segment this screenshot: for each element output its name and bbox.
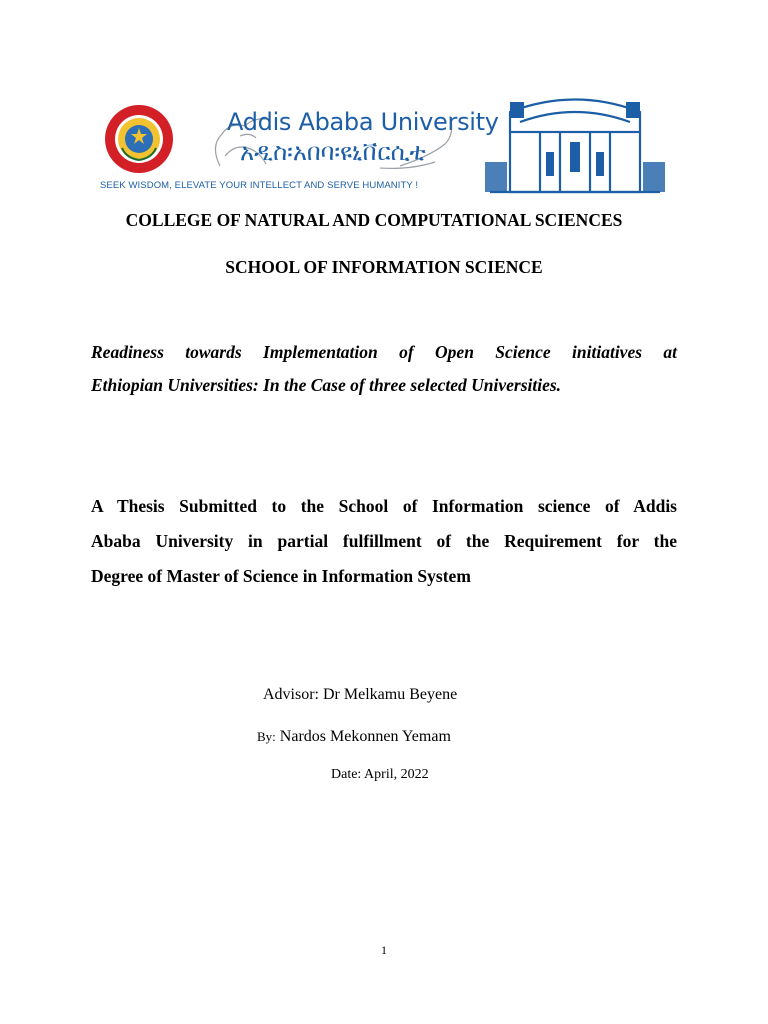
college-name: COLLEGE OF NATURAL AND COMPUTATIONAL SCIENCES: [125, 210, 623, 230]
thesis-statement: [91, 489, 677, 594]
university-name-amharic: አዲስ፡አበባ፡ዩኒቨርሲቲ: [240, 138, 426, 166]
author-name: Nardos Mekonnen Yemam: [279, 728, 451, 745]
advisor-line: Advisor: Dr Melkamu Beyene: [263, 686, 458, 703]
page-number: 1: [381, 943, 387, 957]
author-line: [257, 728, 451, 746]
thesis-statement-line: Ababa University in partial fulfillment of the Requirement for the: [91, 531, 677, 551]
university-building-drawing: [480, 92, 670, 197]
by-label: By:: [257, 729, 276, 744]
school-name: SCHOOL OF INFORMATION SCIENCE: [225, 257, 543, 277]
university-seal-logo: [104, 104, 174, 174]
university-banner: [100, 92, 670, 197]
thesis-title-line: Ethiopian Universities: In the Case of three selected Universities.: [91, 375, 562, 395]
university-motto: SEEK WISDOM, ELEVATE YOUR INTELLECT AND SERVE HUMANITY !: [100, 180, 419, 191]
submission-date: Date: April, 2022: [331, 767, 429, 782]
university-name: Addis Ababa University: [227, 108, 499, 136]
thesis-title: [91, 336, 677, 402]
thesis-title-line: Readiness towards Implementation of Open Science initiatives at: [91, 342, 677, 362]
thesis-statement-line: A Thesis Submitted to the School of Information science of Addis: [91, 496, 677, 516]
thesis-statement-line: Degree of Master of Science in Information System: [91, 566, 471, 586]
